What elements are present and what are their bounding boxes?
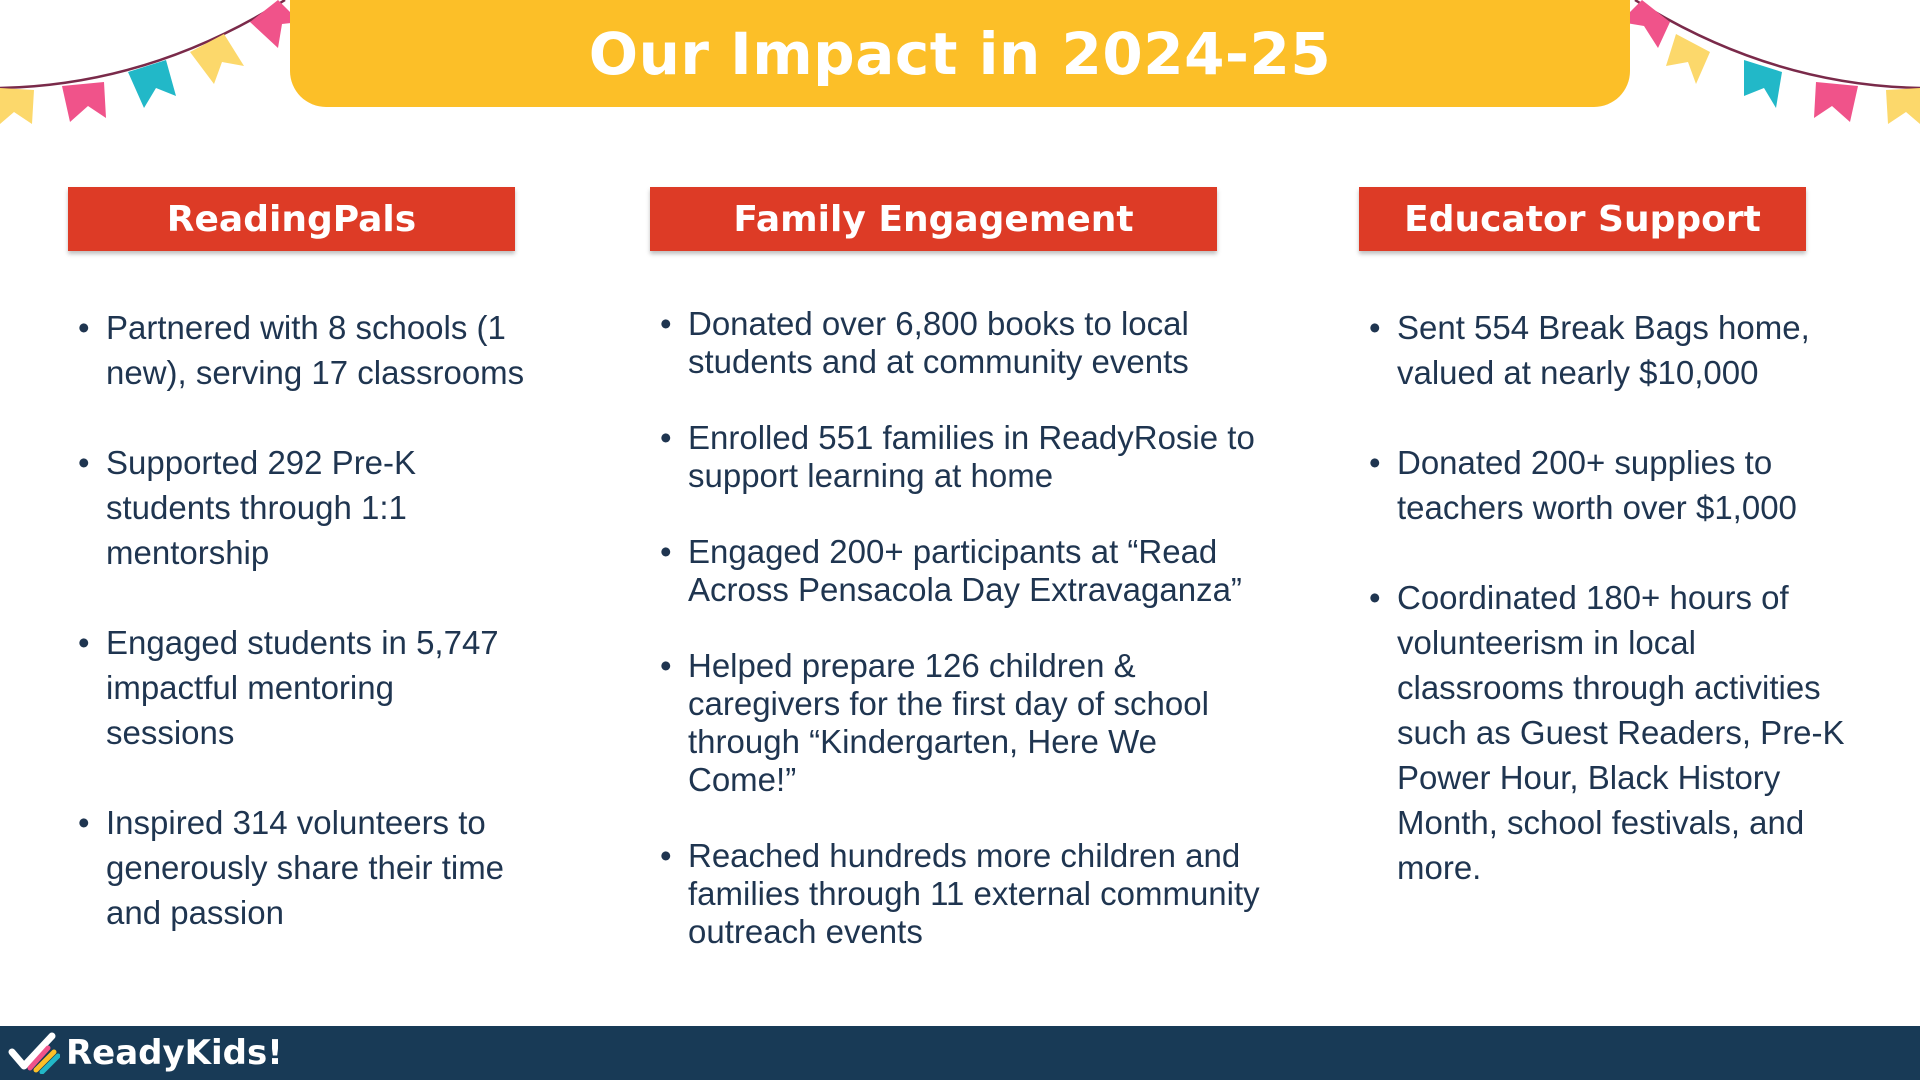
- readingpals-list: [68, 305, 528, 935]
- list-item: • Sent 554 Break Bags home, valued at nearly $10,000: [1359, 305, 1859, 395]
- column-header-readingpals: ReadingPals: [68, 187, 515, 251]
- column-header-family-engagement: Family Engagement: [650, 187, 1217, 251]
- readykids-logo: [8, 1032, 283, 1074]
- footer-bar: [0, 1026, 1920, 1080]
- logo-text: ReadyKids!: [66, 1033, 283, 1073]
- title-banner: [290, 0, 1630, 107]
- list-item: • Reached hundreds more children and families through 11 external community outreach events: [650, 837, 1260, 951]
- column-educator-support: [1359, 187, 1845, 935]
- list-item: • Supported 292 Pre-K students through 1:1 mentorship: [68, 440, 528, 575]
- bunting-right-decoration: [1610, 0, 1920, 130]
- column-readingpals: [68, 187, 525, 980]
- page-title: Our Impact in 2024-25: [588, 19, 1332, 88]
- educator-support-list: [1359, 305, 1859, 890]
- checkmark-rainbow-icon: [8, 1032, 60, 1074]
- list-item: • Helped prepare 126 children & caregivers for the first day of school through “Kindergarten, Here We Come!”: [650, 647, 1260, 799]
- column-family-engagement: [650, 187, 1260, 989]
- column-header-educator-support: Educator Support: [1359, 187, 1806, 251]
- list-item: • Donated 200+ supplies to teachers worth over $1,000: [1359, 440, 1859, 530]
- family-engagement-list: [650, 305, 1260, 951]
- list-item: • Donated over 6,800 books to local students and at community events: [650, 305, 1260, 381]
- list-item: • Inspired 314 volunteers to generously share their time and passion: [68, 800, 528, 935]
- list-item: • Coordinated 180+ hours of volunteerism in local classrooms through activities such as Guest Readers, Pre-K Power Hour, Black History Month, school festivals, and more.: [1359, 575, 1859, 890]
- list-item: • Enrolled 551 families in ReadyRosie to support learning at home: [650, 419, 1260, 495]
- list-item: • Engaged 200+ participants at “Read Across Pensacola Day Extravaganza”: [650, 533, 1260, 609]
- list-item: • Partnered with 8 schools (1 new), serving 17 classrooms: [68, 305, 528, 395]
- list-item: • Engaged students in 5,747 impactful mentoring sessions: [68, 620, 528, 755]
- bunting-left-decoration: [0, 0, 310, 130]
